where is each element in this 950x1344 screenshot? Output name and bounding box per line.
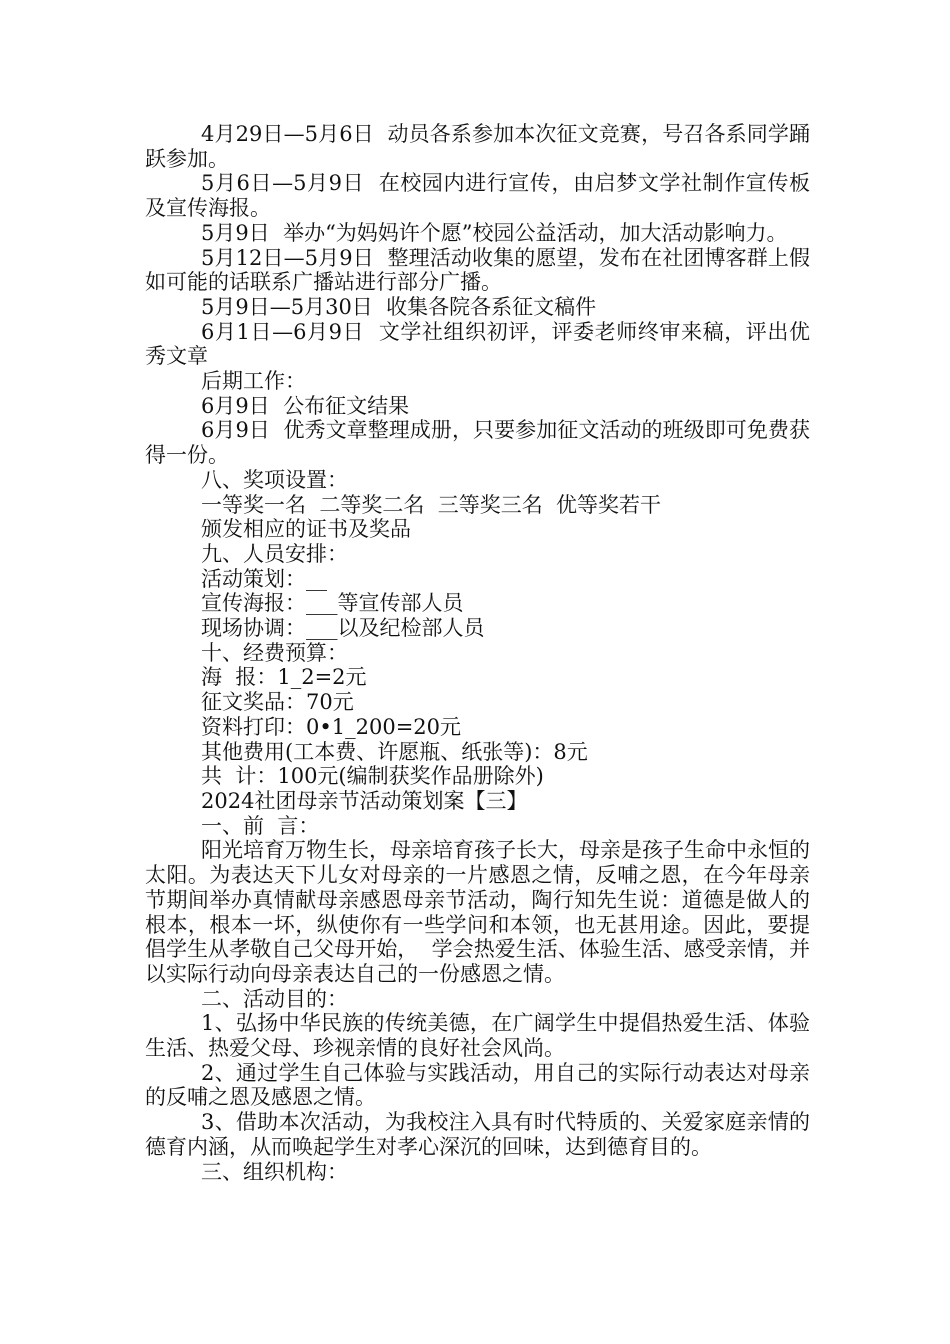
paragraph-schedule-organize-wishes: 5月12日—5月9日 整理活动收集的愿望，发布在社团博客群上假如可能的话联系广播站进行部分广播。 [145,245,810,295]
paragraph-budget-posters: 海 报：1_2=2元 [201,665,367,690]
section-heading-awards: 八、奖项设置： [201,467,348,492]
paragraph-purpose-3: 3、借助本次活动，为我校注入具有时代特质的、关爱家庭亲情的德育内涵，从而唤起学生对孝心深沉的回味，达到德育目的。 [145,1110,810,1159]
paragraph-staff-posters: 宣传海报：___等宣传部人员 [201,591,464,616]
paragraph-compile-booklet: 6月9日 优秀文章整理成册，只要参加征文活动的班级即可免费获得一份。 [145,418,810,468]
section-heading-staffing: 九、人员安排： [201,541,348,566]
section-heading-budget: 十、经费预算： [201,640,348,665]
paragraph-schedule-review: 6月1日—6月9日 文学社组织初评，评委老师终审来稿，评出优秀文章 [145,319,810,369]
paragraph-announce-results: 6月9日 公布征文结果 [201,393,410,418]
paragraph-budget-total: 共 计：100元(编制获奖作品册除外) [201,764,544,789]
paragraph-staff-planning: 活动策划：__ [201,566,327,591]
paragraph-schedule-publicity: 5月6日—5月9日 在校园内进行宣传，由启梦文学社制作宣传板及宣传海报。 [145,171,810,221]
section-heading-preface: 一、前 言： [201,813,320,838]
paragraph-budget-other: 其他费用(工本费、许愿瓶、纸张等)：8元 [201,739,588,764]
section-heading-organization: 三、组织机构： [201,1159,348,1184]
paragraph-budget-printing: 资料打印：0•1_200=20元 [201,714,462,739]
paragraph-purpose-2: 2、通过学生自己体验与实践活动，用自己的实际行动表达对母亲的反哺之恩及感恩之情。 [145,1060,810,1110]
paragraph-award-certificates: 颁发相应的证书及奖品 [201,517,411,542]
paragraph-budget-prizes: 征文奖品：70元 [201,690,354,715]
paragraph-later-work-heading: 后期工作： [201,369,306,394]
paragraph-preface-body: 阳光培育万物生长，母亲培育孩子长大，母亲是孩子生命中永恒的太阳。为表达天下儿女对母亲的一片感恩之情，反哺之恩，在今年母亲节期间举办真情献母亲感恩母亲节活动，陶行知先生说：道德是做人的根本，根本一坏，纵使你有一些学问和本领，也无甚用途。因此，要提倡学生从孝敬自己父母开始， 学会热爱生活、体验生活、感受亲情，并以实际行动向母亲表达自己的一份感恩之情。 [145,838,810,986]
paragraph-schedule-collect-essays: 5月9日—5月30日 收集各院各系征文稿件 [201,294,597,319]
paragraph-schedule-mobilize: 4月29日—5月6日 动员各系参加本次征文竞赛，号召各系同学踊跃参加。 [145,122,810,171]
section-heading-purpose: 二、活动目的： [201,986,348,1011]
document-body [145,122,810,1184]
paragraph-schedule-wish-event: 5月9日 举办“为妈妈许个愿”校园公益活动，加大活动影响力。 [201,220,788,245]
paragraph-staff-onsite: 现场协调：___以及纪检部人员 [201,616,485,641]
paragraph-purpose-1: 1、弘扬中华民族的传统美德，在广阔学生中提倡热爱生活、体验生活、热爱父母、珍视亲情的良好社会风尚。 [145,1011,810,1061]
paragraph-award-tiers: 一等奖一名 二等奖二名 三等奖三名 优等奖若干 [201,492,662,517]
document-subtitle-plan-three: 2024社团母亲节活动策划案【三】 [201,788,528,813]
